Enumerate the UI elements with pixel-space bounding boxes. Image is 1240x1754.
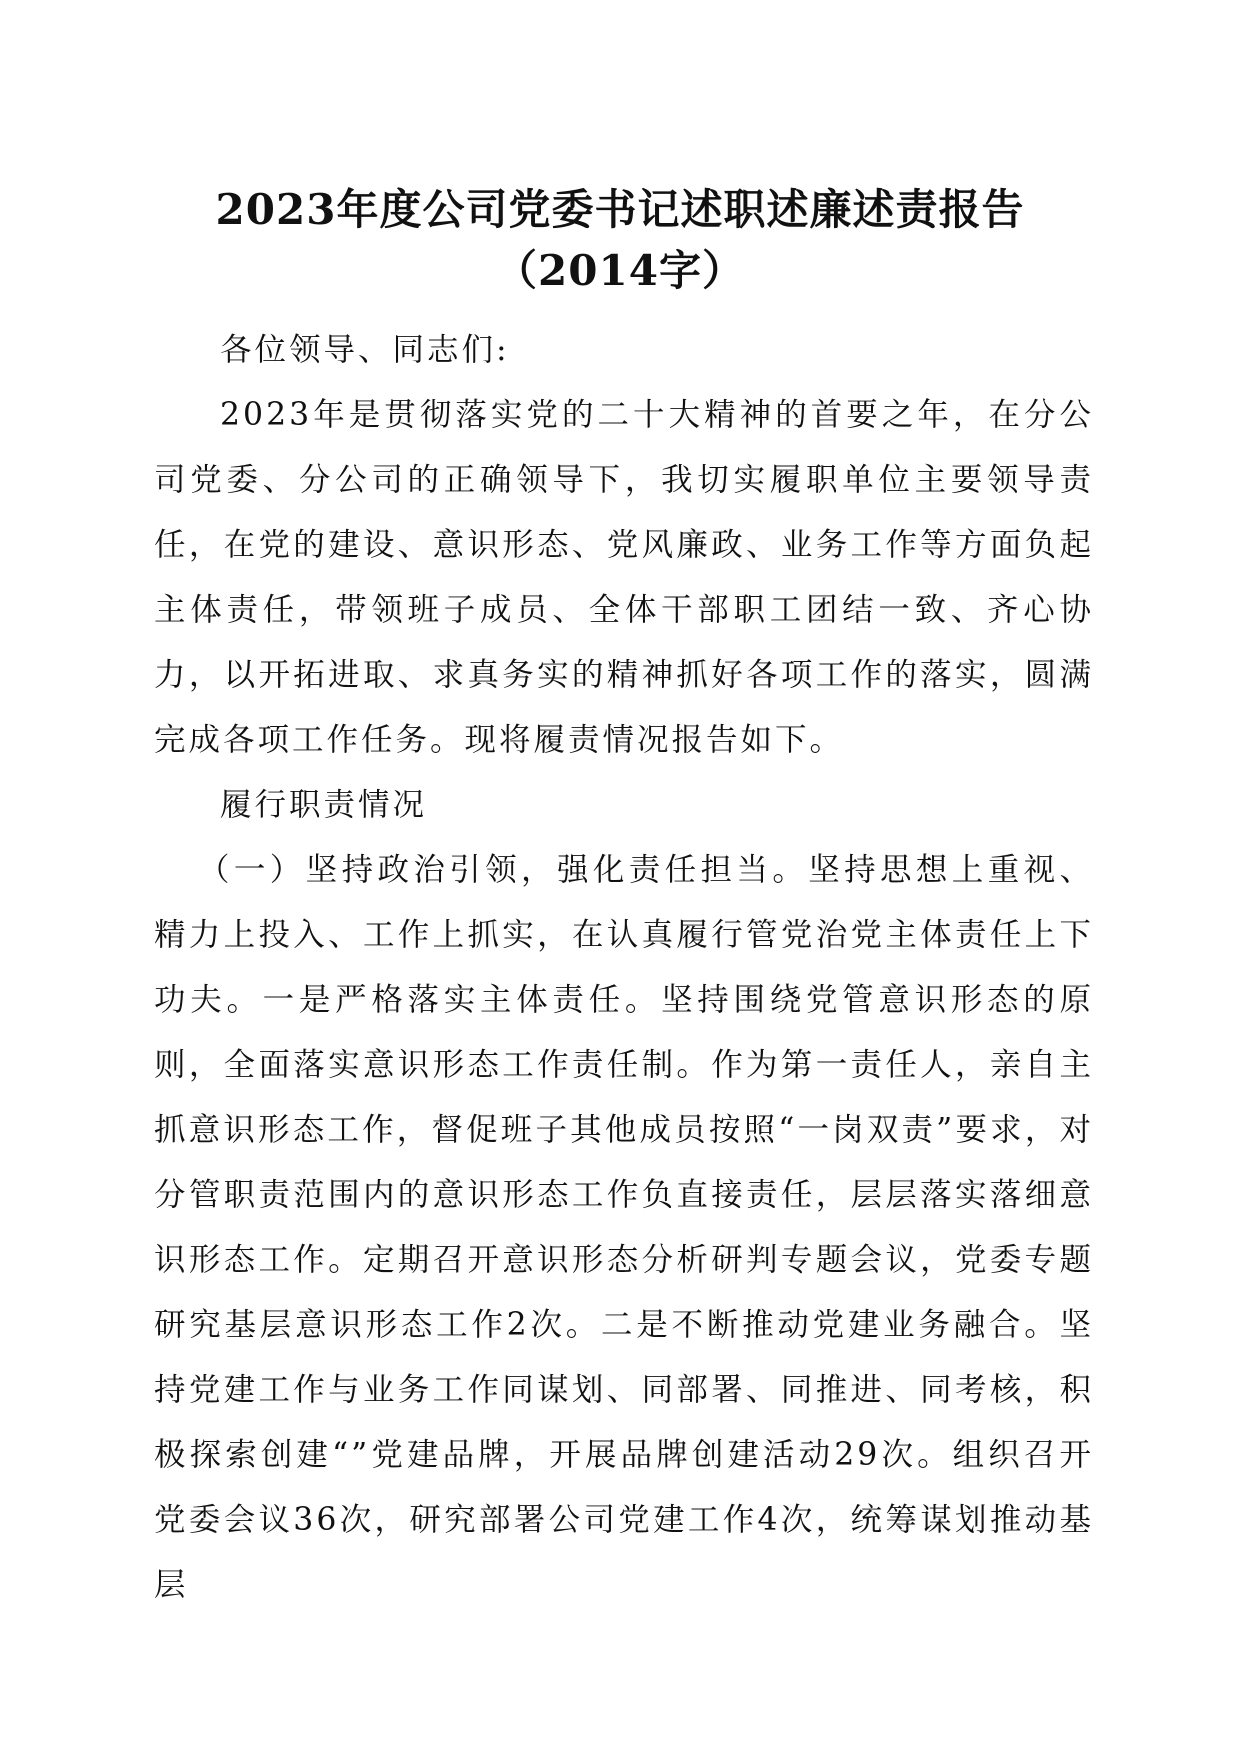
document-title: 2023年度公司党委书记述职述廉述责报告 xyxy=(215,185,1025,234)
document-word-count: （2014字） xyxy=(495,246,745,295)
salutation: 各位领导、同志们: xyxy=(220,332,510,368)
document-body xyxy=(154,318,1094,1618)
intro-paragraph: 2023年是贯彻落实党的二十大精神的首要之年，在分公司党委、分公司的正确领导下，我切实履职单位主要领导责任，在党的建设、意识形态、党风廉政、业务工作等方面负起主体责任，带领班子成员、全体干部职工团结一致、齐心协力，以开拓进取、求真务实的精神抓好各项工作的落实，圆满完成各项工作任务。现将履责情况报告如下。 xyxy=(154,397,1094,758)
section-heading: 履行职责情况 xyxy=(220,787,428,823)
section-1-paragraph: （一）坚持政治引领，强化责任担当。坚持思想上重视、精力上投入、工作上抓实，在认真履行管党治党主体责任上下功夫。一是严格落实主体责任。坚持围绕党管意识形态的原则，全面落实意识形态工作责任制。作为第一责任人，亲自主抓意识形态工作，督促班子其他成员按照“一岗双责”要求，对分管职责范围内的意识形态工作负直接责任，层层落实落细意识形态工作。定期召开意识形态分析研判专题会议，党委专题研究基层意识形态工作2次。二是不断推动党建业务融合。坚持党建工作与业务工作同谋划、同部署、同推进、同考核，积极探索创建“”党建品牌，开展品牌创建活动29次。组织召开党委会议36次，研究部署公司党建工作4次，统筹谋划推动基层 xyxy=(154,852,1094,1603)
